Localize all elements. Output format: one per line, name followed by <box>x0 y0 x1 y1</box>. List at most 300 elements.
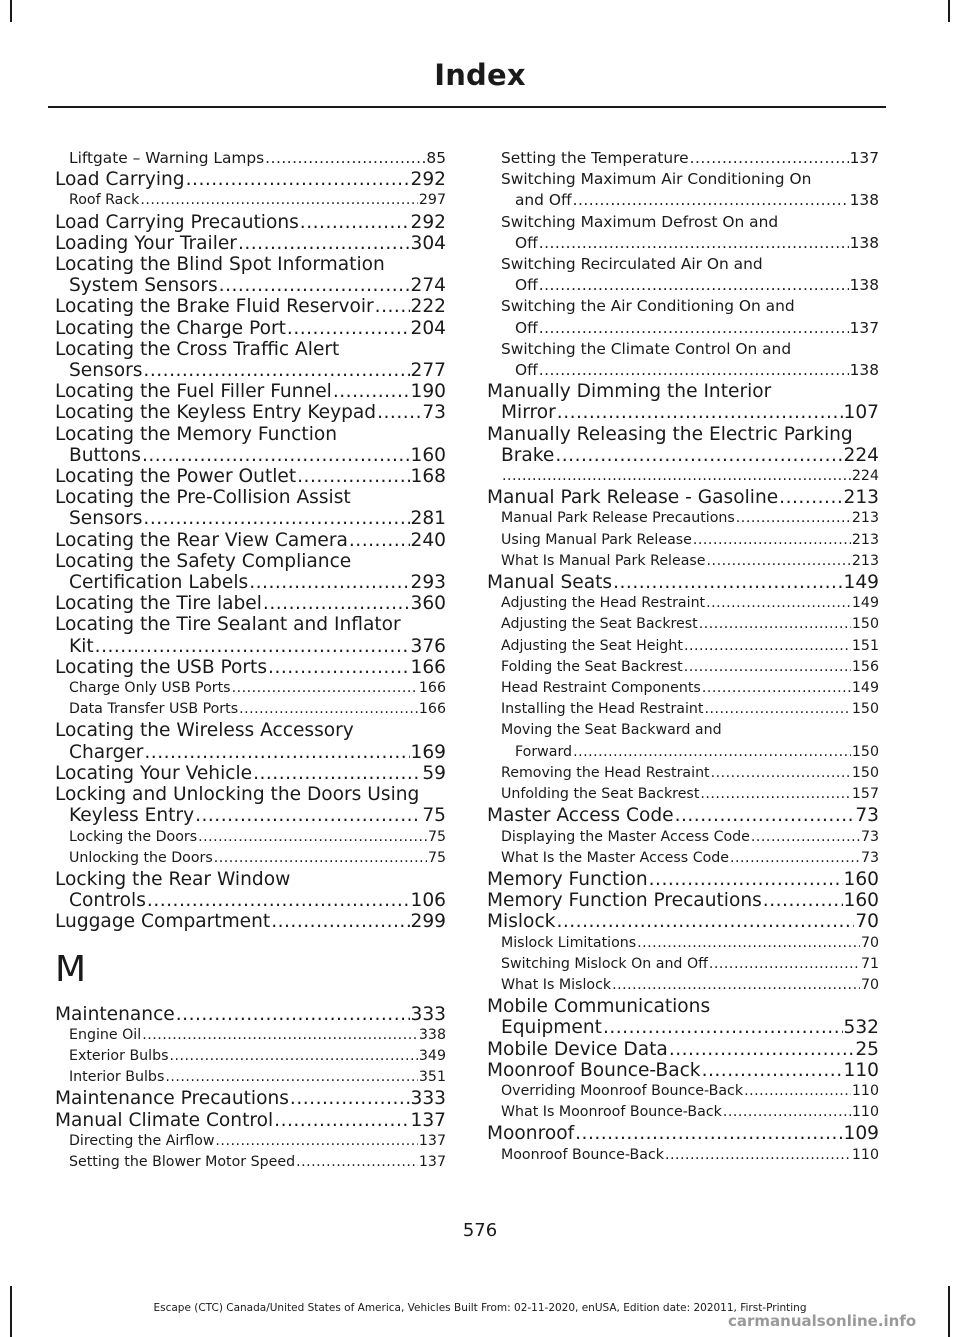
page-ref: 138 <box>849 276 879 295</box>
entry-label: Unlocking the Doors <box>69 849 213 866</box>
entry-label: Locating the Pre-Collision Assist <box>55 487 351 509</box>
entry-label: Locating the Wireless Accessory <box>55 720 354 742</box>
entry-label: Roof Rack <box>69 192 140 209</box>
index-entry[interactable] <box>55 487 446 529</box>
entry-label: Directing the Airflow <box>69 1132 215 1149</box>
dot-leader <box>556 911 854 932</box>
entry-label: Switching the Climate Control On and <box>501 339 792 358</box>
entry-label: Manual Seats <box>487 572 613 594</box>
entry-label-continued: Mirror <box>501 402 556 424</box>
page-ref: 70 <box>860 976 879 993</box>
entry-label-continued: Equipment <box>501 1017 602 1039</box>
index-entry[interactable] <box>55 657 446 678</box>
entry-label: Maintenance <box>55 1003 175 1025</box>
dot-leader <box>186 169 410 190</box>
entry-label: Data Transfer USB Ports <box>69 701 239 718</box>
page-ref: 73 <box>855 805 879 827</box>
entry-label: Locating the USB Ports <box>55 656 268 678</box>
dot-leader <box>375 296 410 317</box>
page-ref: 213 <box>851 531 879 548</box>
entry-label: What Is Mislock <box>501 976 612 993</box>
section-letter: M <box>55 948 87 990</box>
index-entry[interactable] <box>487 1123 879 1144</box>
dot-leader <box>539 275 849 296</box>
dot-leader <box>706 593 851 614</box>
dot-leader <box>502 466 851 487</box>
dot-leader <box>539 360 849 381</box>
entry-label: Locating the Brake Fluid Reservoir <box>55 296 374 318</box>
page-ref: 75 <box>427 849 446 866</box>
entry-label: Manually Dimming the Interior <box>487 381 772 403</box>
page-ref: 70 <box>860 934 879 951</box>
entry-label: Setting the Blower Motor Speed <box>69 1153 296 1170</box>
index-entry[interactable] <box>55 1004 446 1025</box>
page-ref: 213 <box>843 487 879 509</box>
dot-leader <box>268 657 409 678</box>
entry-label: Moving the Seat Backward and <box>501 722 722 739</box>
dot-leader <box>239 699 418 720</box>
index-entry[interactable] <box>55 339 446 381</box>
index-entry[interactable] <box>55 530 446 551</box>
dot-leader <box>704 699 850 720</box>
index-column-right <box>487 148 879 1166</box>
index-subentry[interactable] <box>487 614 879 635</box>
page-ref: 224 <box>851 468 879 485</box>
page-ref: 338 <box>418 1026 446 1043</box>
entry-label: Locating the Cross Traffic Alert <box>55 338 340 360</box>
page-ref: 297 <box>418 192 446 209</box>
index-subentry[interactable] <box>487 254 879 296</box>
entry-label: Locating the Tire Sealant and Inflator <box>55 614 401 636</box>
dot-leader <box>603 1017 843 1038</box>
entry-label: Using Manual Park Release <box>501 531 692 548</box>
page-title: Index <box>434 58 526 92</box>
index-subentry[interactable] <box>487 657 879 678</box>
index-entry[interactable] <box>55 720 446 762</box>
watermark: carmanualsonline.info <box>728 1312 917 1330</box>
dot-leader <box>333 381 410 402</box>
page-ref: 281 <box>410 508 446 530</box>
dot-leader <box>265 148 425 169</box>
index-entry[interactable] <box>487 890 879 911</box>
page-ref: 73 <box>422 402 446 424</box>
dot-leader <box>649 869 843 890</box>
index-entry[interactable] <box>487 381 879 423</box>
index-entry[interactable] <box>55 784 446 826</box>
entry-label: Folding the Seat Backrest <box>501 658 683 675</box>
index-entry[interactable] <box>55 911 446 932</box>
index-entry[interactable] <box>487 805 879 826</box>
entry-label: Switching Mislock On and Off <box>501 955 708 972</box>
title-divider <box>48 106 886 108</box>
index-entry[interactable] <box>55 212 446 233</box>
dot-leader <box>195 805 421 826</box>
page-ref: 349 <box>418 1047 446 1064</box>
index-entry[interactable] <box>55 869 446 911</box>
page-ref: 160 <box>843 890 879 912</box>
dot-leader <box>232 678 418 699</box>
dot-leader <box>143 508 409 529</box>
page-ref: 73 <box>860 828 879 845</box>
entry-label-continued: Off <box>515 318 538 337</box>
dot-leader <box>147 890 410 911</box>
page-ref: 138 <box>849 233 879 252</box>
index-subentry[interactable] <box>487 827 879 848</box>
index-entry[interactable] <box>487 1039 879 1060</box>
page-ref: 137 <box>410 1109 446 1131</box>
page-ref: 73 <box>860 849 879 866</box>
index-subentry[interactable] <box>487 699 879 720</box>
dot-leader <box>238 233 410 254</box>
dot-leader <box>140 190 418 211</box>
dot-leader <box>555 445 842 466</box>
index-subentry[interactable] <box>487 848 879 869</box>
index-entry[interactable] <box>55 1110 446 1131</box>
index-entry[interactable] <box>55 296 446 317</box>
page-ref: 109 <box>843 1123 879 1145</box>
footer-text: Escape (CTC) Canada/United States of America, Vehicles Built From: 02-11-2020, enUSA, Edition date: 202011, First-Printing <box>153 1302 807 1314</box>
page-ref: 160 <box>410 444 446 466</box>
entry-label: Adjusting the Head Restraint <box>501 595 706 612</box>
dot-leader <box>744 1081 851 1102</box>
index-entry[interactable] <box>55 593 446 614</box>
dot-leader <box>711 763 851 784</box>
dot-leader <box>198 827 427 848</box>
entry-label: Locating the Blind Spot Information <box>55 254 385 276</box>
dot-leader <box>142 445 410 466</box>
dot-leader <box>736 508 851 529</box>
entry-label-continued: Sensors <box>69 508 143 530</box>
entry-label: Overriding Moonroof Bounce-Back <box>501 1082 744 1099</box>
page-ref: 156 <box>851 658 879 675</box>
entry-label: Locating the Rear View Camera <box>55 529 348 551</box>
entry-label: Mobile Device Data <box>487 1038 668 1060</box>
entry-label: Switching Maximum Defrost On and <box>501 212 779 231</box>
entry-label: Installing the Head Restraint <box>501 701 704 718</box>
page-ref: 70 <box>855 911 879 933</box>
index-subentry[interactable] <box>487 169 879 211</box>
entry-label-continued: Buttons <box>69 444 141 466</box>
entry-label-continued: Charger <box>69 741 144 763</box>
dot-leader <box>263 593 410 614</box>
page-ref: 150 <box>851 743 879 760</box>
dot-leader <box>253 763 421 784</box>
entry-label: Mislock <box>487 911 556 933</box>
page-ref: 75 <box>427 828 446 845</box>
entry-label: Manual Park Release Precautions <box>501 510 735 527</box>
page-ref: 150 <box>851 701 879 718</box>
page-ref: 150 <box>851 616 879 633</box>
index-entry[interactable] <box>487 1060 879 1081</box>
entry-label-continued: Controls <box>69 890 146 912</box>
index-entry[interactable] <box>487 572 879 593</box>
dot-leader <box>274 1110 409 1131</box>
index-subentry[interactable] <box>55 1152 446 1173</box>
entry-label: Locating the Charge Port <box>55 317 286 339</box>
entry-label: What Is Manual Park Release <box>501 552 706 569</box>
entry-label: Switching the Air Conditioning On and <box>501 297 795 316</box>
entry-label-continued: Kit <box>69 635 94 657</box>
index-subentry[interactable] <box>487 954 879 975</box>
page-ref: 166 <box>418 701 446 718</box>
page-ref: 351 <box>418 1069 446 1086</box>
index-entry[interactable] <box>55 233 446 254</box>
page-ref: 222 <box>410 296 446 318</box>
dot-leader <box>779 487 842 508</box>
dot-leader <box>723 1102 851 1123</box>
index-subentry[interactable] <box>55 1067 446 1088</box>
dot-leader <box>702 678 851 699</box>
entry-label-continued: Off <box>515 276 538 295</box>
entry-label: Mislock Limitations <box>501 934 637 951</box>
index-entry[interactable] <box>55 402 446 423</box>
dot-leader <box>95 636 410 657</box>
page-ref: 137 <box>849 318 879 337</box>
entry-label: Manually Releasing the Electric Parking <box>487 423 853 445</box>
entry-label: Locking the Doors <box>69 828 198 845</box>
entry-label-continued: Off <box>515 361 538 380</box>
dot-leader <box>219 275 410 296</box>
page-ref: 71 <box>860 955 879 972</box>
index-entry[interactable] <box>55 551 446 593</box>
page-ref: 138 <box>849 361 879 380</box>
dot-leader <box>165 1067 418 1088</box>
index-subentry[interactable] <box>55 1046 446 1067</box>
page-ref: 107 <box>843 402 879 424</box>
dot-leader <box>300 212 410 233</box>
index-subentry[interactable] <box>55 678 446 699</box>
index-subentry[interactable] <box>55 190 446 211</box>
page-ref: 110 <box>851 1104 879 1121</box>
dot-leader <box>176 1004 410 1025</box>
dot-leader <box>170 1046 418 1067</box>
entry-label-continued: Keyless Entry <box>69 805 195 827</box>
dot-leader <box>575 1123 842 1144</box>
entry-label-continued: Sensors <box>69 360 143 382</box>
entry-label: Locating the Fuel Filler Funnel <box>55 381 332 403</box>
index-subentry[interactable] <box>55 148 446 169</box>
entry-label: Adjusting the Seat Backrest <box>501 616 698 633</box>
page-ref: 333 <box>410 1003 446 1025</box>
index-entry[interactable] <box>55 763 446 784</box>
entry-label: Head Restraint Components <box>501 680 701 697</box>
entry-label: Displaying the Master Access Code <box>501 828 750 845</box>
page-number: 576 <box>462 1220 498 1241</box>
entry-label-continued: Brake <box>501 444 555 466</box>
entry-label: Master Access Code <box>487 805 674 827</box>
entry-label: Moonroof <box>487 1123 575 1145</box>
index-subentry[interactable] <box>487 212 879 254</box>
page-ref: 213 <box>851 552 879 569</box>
entry-label: Load Carrying Precautions <box>55 211 299 233</box>
index-subentry[interactable] <box>487 763 879 784</box>
entry-label: Exterior Bulbs <box>69 1047 169 1064</box>
page-ref: 149 <box>843 572 879 594</box>
index-entry[interactable] <box>55 381 446 402</box>
dot-leader <box>271 911 409 932</box>
dot-leader <box>296 1152 418 1173</box>
index-subentry[interactable] <box>55 699 446 720</box>
index-subentry[interactable] <box>55 1025 446 1046</box>
page-ref: 240 <box>410 529 446 551</box>
index-subentry[interactable] <box>487 593 879 614</box>
dot-leader <box>763 890 843 911</box>
index-entry[interactable] <box>55 169 446 190</box>
index-entry[interactable] <box>487 487 879 508</box>
page-ref: 333 <box>410 1088 446 1110</box>
page-ref: 59 <box>422 762 446 784</box>
page-ref: 299 <box>410 911 446 933</box>
page-ref: 106 <box>410 890 446 912</box>
index-subentry[interactable] <box>487 530 879 551</box>
page-ref: 160 <box>843 868 879 890</box>
page-ref: 213 <box>851 510 879 527</box>
entry-label: Unfolding the Seat Backrest <box>501 786 700 803</box>
entry-label: Locating Your Vehicle <box>55 762 253 784</box>
index-subentry[interactable] <box>487 678 879 699</box>
entry-label: What Is the Master Access Code <box>501 849 730 866</box>
entry-label: Moonroof Bounce-Back <box>487 1059 701 1081</box>
entry-label: Removing the Head Restraint <box>501 764 710 781</box>
dot-leader <box>684 636 851 657</box>
index-entry[interactable] <box>55 614 446 656</box>
index-subentry[interactable] <box>55 827 446 848</box>
page-ref: 190 <box>410 381 446 403</box>
page-ref: 166 <box>418 680 446 697</box>
dot-leader <box>690 148 849 169</box>
dot-leader <box>349 530 410 551</box>
index-entry[interactable] <box>55 254 446 296</box>
entry-label: Maintenance Precautions <box>55 1088 289 1110</box>
index-subentry[interactable] <box>487 636 879 657</box>
index-subentry[interactable] <box>487 296 879 338</box>
dot-leader <box>215 1131 417 1152</box>
entry-label: Locating the Keyless Entry Keypad <box>55 402 377 424</box>
page-ref: 110 <box>843 1059 879 1081</box>
entry-label: Memory Function Precautions <box>487 890 762 912</box>
page-ref: 110 <box>851 1082 879 1099</box>
dot-leader <box>702 1060 843 1081</box>
page-ref: 293 <box>410 572 446 594</box>
index-entry[interactable] <box>487 869 879 890</box>
dot-leader <box>142 1025 418 1046</box>
entry-label: Locating the Safety Compliance <box>55 550 352 572</box>
index-entry[interactable] <box>55 318 446 339</box>
entry-label: Load Carrying <box>55 169 185 191</box>
index-subentry[interactable] <box>487 551 879 572</box>
entry-label: Locating the Memory Function <box>55 423 338 445</box>
dot-leader <box>700 784 851 805</box>
index-subentry[interactable] <box>487 720 879 762</box>
index-subentry[interactable] <box>487 784 879 805</box>
index-subentry[interactable] <box>487 466 879 487</box>
page-ref: 151 <box>851 637 879 654</box>
index-entry[interactable] <box>487 424 879 466</box>
dot-leader <box>613 572 842 593</box>
entry-label: What Is Moonroof Bounce-Back <box>501 1104 722 1121</box>
index-subentry[interactable] <box>487 1081 879 1102</box>
dot-leader <box>684 657 851 678</box>
dot-leader <box>143 360 409 381</box>
entry-label: Interior Bulbs <box>69 1069 165 1086</box>
entry-label-continued: Forward <box>515 743 573 760</box>
dot-leader <box>539 233 849 254</box>
page-ref: 137 <box>418 1132 446 1149</box>
index-subentry[interactable] <box>55 848 446 869</box>
dot-leader <box>612 975 860 996</box>
dot-leader <box>297 466 409 487</box>
index-entry[interactable] <box>487 911 879 932</box>
page-ref: 110 <box>851 1146 879 1163</box>
page-ref: 274 <box>410 275 446 297</box>
entry-label: Locating the Power Outlet <box>55 466 297 488</box>
page-ref: 75 <box>422 805 446 827</box>
entry-label-continued: Off <box>515 233 538 252</box>
page-ref: 137 <box>849 149 879 167</box>
index-subentry[interactable] <box>487 1145 879 1166</box>
dot-leader <box>709 954 860 975</box>
page-ref: 204 <box>410 317 446 339</box>
index-subentry[interactable] <box>487 933 879 954</box>
index-entry[interactable] <box>55 466 446 487</box>
index-subentry[interactable] <box>487 975 879 996</box>
page-ref: 157 <box>851 786 879 803</box>
page-ref: 166 <box>410 656 446 678</box>
dot-leader <box>730 848 860 869</box>
dot-leader <box>539 318 849 339</box>
entry-label: Manual Park Release - Gasoline <box>487 487 779 509</box>
dot-leader <box>675 805 855 826</box>
entry-label: Engine Oil <box>69 1026 142 1043</box>
index-entry[interactable] <box>55 1088 446 1109</box>
page-ref: 138 <box>849 191 879 210</box>
entry-label: Luggage Compartment <box>55 911 271 933</box>
index-entry[interactable] <box>55 424 446 466</box>
page-ref: 25 <box>855 1038 879 1060</box>
page-ref: 532 <box>843 1017 879 1039</box>
index-subentry[interactable] <box>487 1102 879 1123</box>
dot-leader <box>699 614 851 635</box>
entry-label: Locating the Tire label <box>55 593 262 615</box>
index-subentry[interactable] <box>487 339 879 381</box>
entry-label: Locking and Unlocking the Doors Using <box>55 784 420 806</box>
entry-label: Moonroof Bounce-Back <box>501 1146 664 1163</box>
entry-label: Memory Function <box>487 868 648 890</box>
page-ref: 292 <box>410 211 446 233</box>
index-subentry[interactable] <box>487 508 879 529</box>
entry-label: Manual Climate Control <box>55 1109 274 1131</box>
page-ref: 169 <box>410 741 446 763</box>
index-entry[interactable] <box>487 996 879 1038</box>
page-ref: 149 <box>851 595 879 612</box>
index-subentry[interactable] <box>487 148 879 169</box>
page-ref: 376 <box>410 635 446 657</box>
dot-leader <box>637 933 860 954</box>
dot-leader <box>669 1039 855 1060</box>
dot-leader <box>693 530 851 551</box>
entry-label: Switching Maximum Air Conditioning On <box>501 170 812 189</box>
dot-leader <box>249 572 409 593</box>
page-ref: 168 <box>410 466 446 488</box>
entry-label: Setting the Temperature <box>501 149 689 167</box>
dot-leader <box>377 402 421 423</box>
page-ref: 150 <box>851 764 879 781</box>
page-ref: 85 <box>426 149 446 167</box>
entry-label: Locking the Rear Window <box>55 868 291 890</box>
dot-leader <box>665 1145 851 1166</box>
index-subentry[interactable] <box>55 1131 446 1152</box>
dot-leader <box>573 742 851 763</box>
